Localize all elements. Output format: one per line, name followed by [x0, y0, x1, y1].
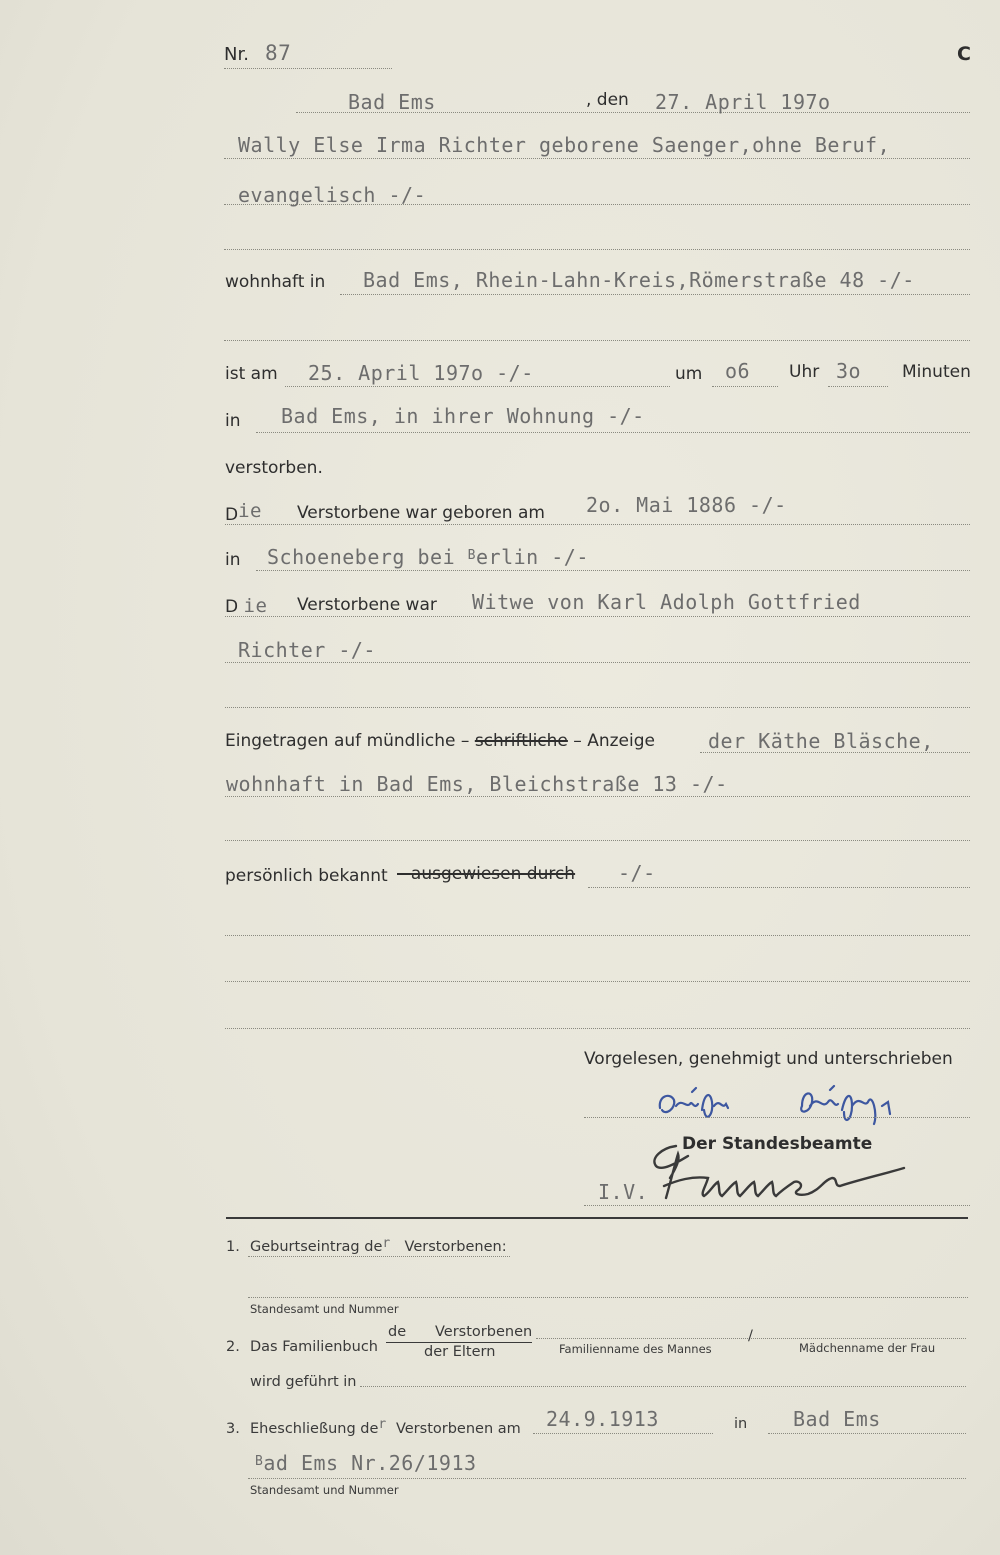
fraction-bottom: der Eltern [424, 1344, 496, 1360]
place-value: Bad Ems [348, 90, 436, 114]
in-label: in [225, 411, 241, 431]
fraction-top: Verstorbenen [435, 1324, 533, 1340]
section-divider [226, 1217, 968, 1219]
informant-name: der Käthe Bläsche, [708, 729, 934, 753]
vorgelesen-label: Vorgelesen, genehmigt und unterschrieben [584, 1049, 953, 1069]
wird-gefuehrt-label: wird geführt in [250, 1374, 357, 1390]
iv-label: I.V. [598, 1180, 649, 1204]
nr-label: Nr. [224, 44, 249, 65]
eingetragen-label: Eingetragen auf mündliche – schriftliche – Anzeige [225, 731, 655, 751]
standesamt-nummer-label-1: Standesamt und Nummer [250, 1302, 399, 1316]
nr-value: 87 [265, 41, 292, 65]
marriage-register-value: $^B$ad Ems Nr.26/1913 [255, 1451, 477, 1475]
death-hour-value: o6 [725, 359, 751, 383]
status-line1: Witwe von Karl Adolph Gottfried [472, 590, 861, 614]
item2-label: Das Familienbuch [250, 1339, 378, 1355]
um-label: um [675, 364, 703, 384]
identity-value: -/- [618, 861, 656, 885]
standesamt-nummer-label-2: Standesamt und Nummer [250, 1483, 399, 1497]
fraction-top-de: de [388, 1324, 407, 1340]
status-label: Verstorbene war [297, 595, 437, 615]
death-place-value: Bad Ems, in ihrer Wohnung -/- [281, 404, 645, 428]
status-die-label: D ie [225, 595, 268, 617]
date-value: 27. April 197o [655, 90, 831, 114]
marriage-in-label: in [734, 1416, 748, 1432]
verstorben-label: verstorben. [225, 458, 323, 478]
standesbeamte-label: Der Standesbeamte [682, 1134, 873, 1154]
birth-date-value: 2o. Mai 1886 -/- [586, 493, 787, 517]
item1-label: Geburtseintrag der Verstorbenen: [250, 1236, 507, 1255]
deceased-name-line2: evangelisch -/- [238, 183, 427, 207]
ausgewiesen-label: – ausgewiesen durch [397, 864, 576, 884]
death-date-value: 25. April 197o -/- [308, 361, 534, 385]
item3-label: Eheschließung der Verstorbenen am [250, 1417, 521, 1437]
death-minutes-value: 3o [836, 359, 862, 383]
deceased-name-line1: Wally Else Irma Richter geborene Saenger,ohne Beruf, [238, 133, 891, 157]
informant-signature [652, 1080, 942, 1130]
item1-num: 1. [226, 1239, 240, 1255]
bekannt-label: persönlich bekannt [225, 866, 388, 886]
informant-address: wohnhaft in Bad Ems, Bleichstraße 13 -/- [226, 772, 728, 796]
birth-label: Verstorbene war geboren am [297, 503, 545, 523]
residence-value: Bad Ems, Rhein-Lahn-Kreis,Römerstraße 48 -/- [363, 268, 915, 292]
registrar-signature [648, 1140, 938, 1210]
minuten-label: Minuten [902, 362, 971, 382]
residence-label: wohnhaft in [225, 272, 326, 292]
marriage-place-value: Bad Ems [793, 1407, 881, 1431]
den-label: , den [586, 90, 629, 110]
familienname-mann-label: Familienname des Mannes [559, 1342, 712, 1356]
series-letter: C [957, 43, 971, 65]
status-line2: Richter -/- [238, 638, 376, 662]
item2-num: 2. [226, 1339, 240, 1355]
birth-in-label: in [225, 550, 241, 570]
item3-num: 3. [226, 1421, 240, 1437]
maedchenname-frau-label: Mädchenname der Frau [799, 1341, 936, 1355]
ist-am-label: ist am [225, 364, 278, 384]
uhr-label: Uhr [789, 362, 820, 382]
birth-die-label: Die [225, 500, 262, 525]
slash-separator: / [748, 1328, 753, 1344]
marriage-date-value: 24.9.1913 [546, 1407, 659, 1431]
birth-place-value: Schoeneberg bei $^B$erlin -/- [267, 545, 589, 569]
